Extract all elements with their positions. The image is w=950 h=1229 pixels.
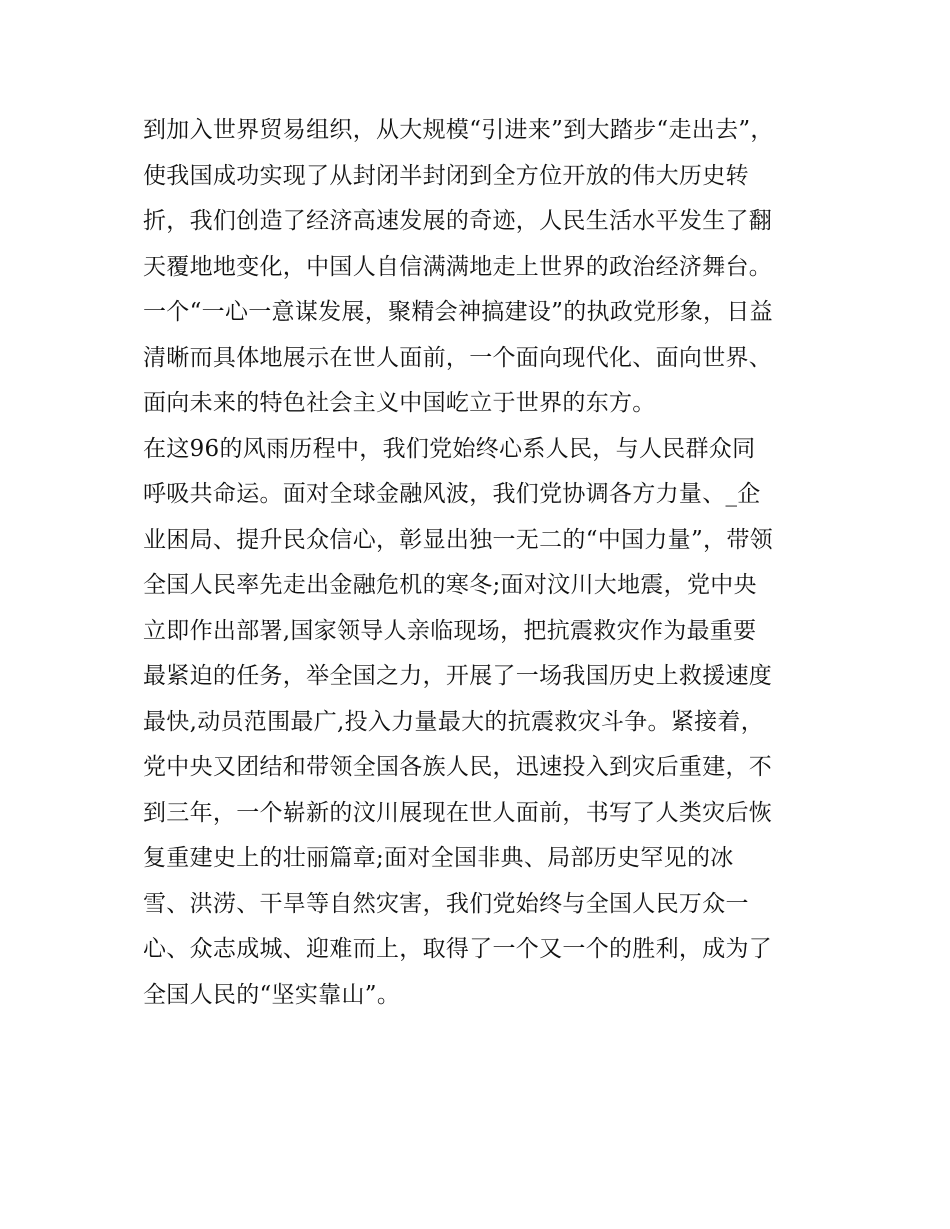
text-line: 到加入世界贸易组织，从大规模“引进来”到大踏步“走出去”，	[143, 117, 774, 143]
text-line: 立即作出部署,国家领导人亲临现场，把抗震救灾作为最重要	[143, 617, 757, 644]
text-line: 折，我们创造了经济高速发展的奇迹，人民生活水平发生了翻	[143, 208, 773, 234]
text-line: 最快,动员范围最广,投入力量最大的抗震救灾斗争。紧接着，	[143, 708, 765, 735]
text-line: 面向未来的特色社会主义中国屹立于世界的东方。	[143, 390, 656, 416]
text-line: 使我国成功实现了从封闭半封闭到全方位开放的伟大历史转	[143, 162, 749, 189]
text-line: 天覆地地变化，中国人自信满满地走上世界的政治经济舞台。	[143, 253, 773, 280]
text-line: 一个“一心一意谋发展，聚精会神搞建设”的执政党形象，日益	[143, 299, 773, 325]
text-line: 全国人民的“坚实靠山”。	[143, 981, 401, 1008]
text-line: 心、众志成城、迎难而上，取得了一个又一个的胜利，成为了	[143, 936, 773, 962]
body-text	[143, 108, 823, 1018]
text-line: 在这96的风雨历程中，我们党始终心系人民，与人民群众同	[143, 435, 756, 462]
text-line: 最紧迫的任务，举全国之力，开展了一场我国历史上救援速度	[143, 663, 773, 689]
text-line: 清晰而具体地展示在世人面前，一个面向现代化、面向世界、	[143, 344, 773, 371]
text-line: 雪、洪涝、干旱等自然灾害，我们党始终与全国人民万众一	[143, 890, 749, 917]
text-line: 党中央又团结和带领全国各族人民，迅速投入到灾后重建，不	[143, 754, 773, 780]
text-line: 复重建史上的壮丽篇章;面对全国非典、局部历史罕见的冰	[143, 845, 734, 871]
text-line: 到三年，一个崭新的汶川展现在世人面前，书写了人类灾后恢	[143, 799, 773, 826]
text-line: 呼吸共命运。面对全球金融风波，我们党协调各方力量、_企	[143, 481, 761, 507]
text-line: 业困局、提升民众信心，彰显出独一无二的“中国力量”，带领	[143, 526, 773, 553]
text-line: 全国人民率先走出金融危机的寒冬;面对汶川大地震，党中央	[143, 572, 757, 598]
